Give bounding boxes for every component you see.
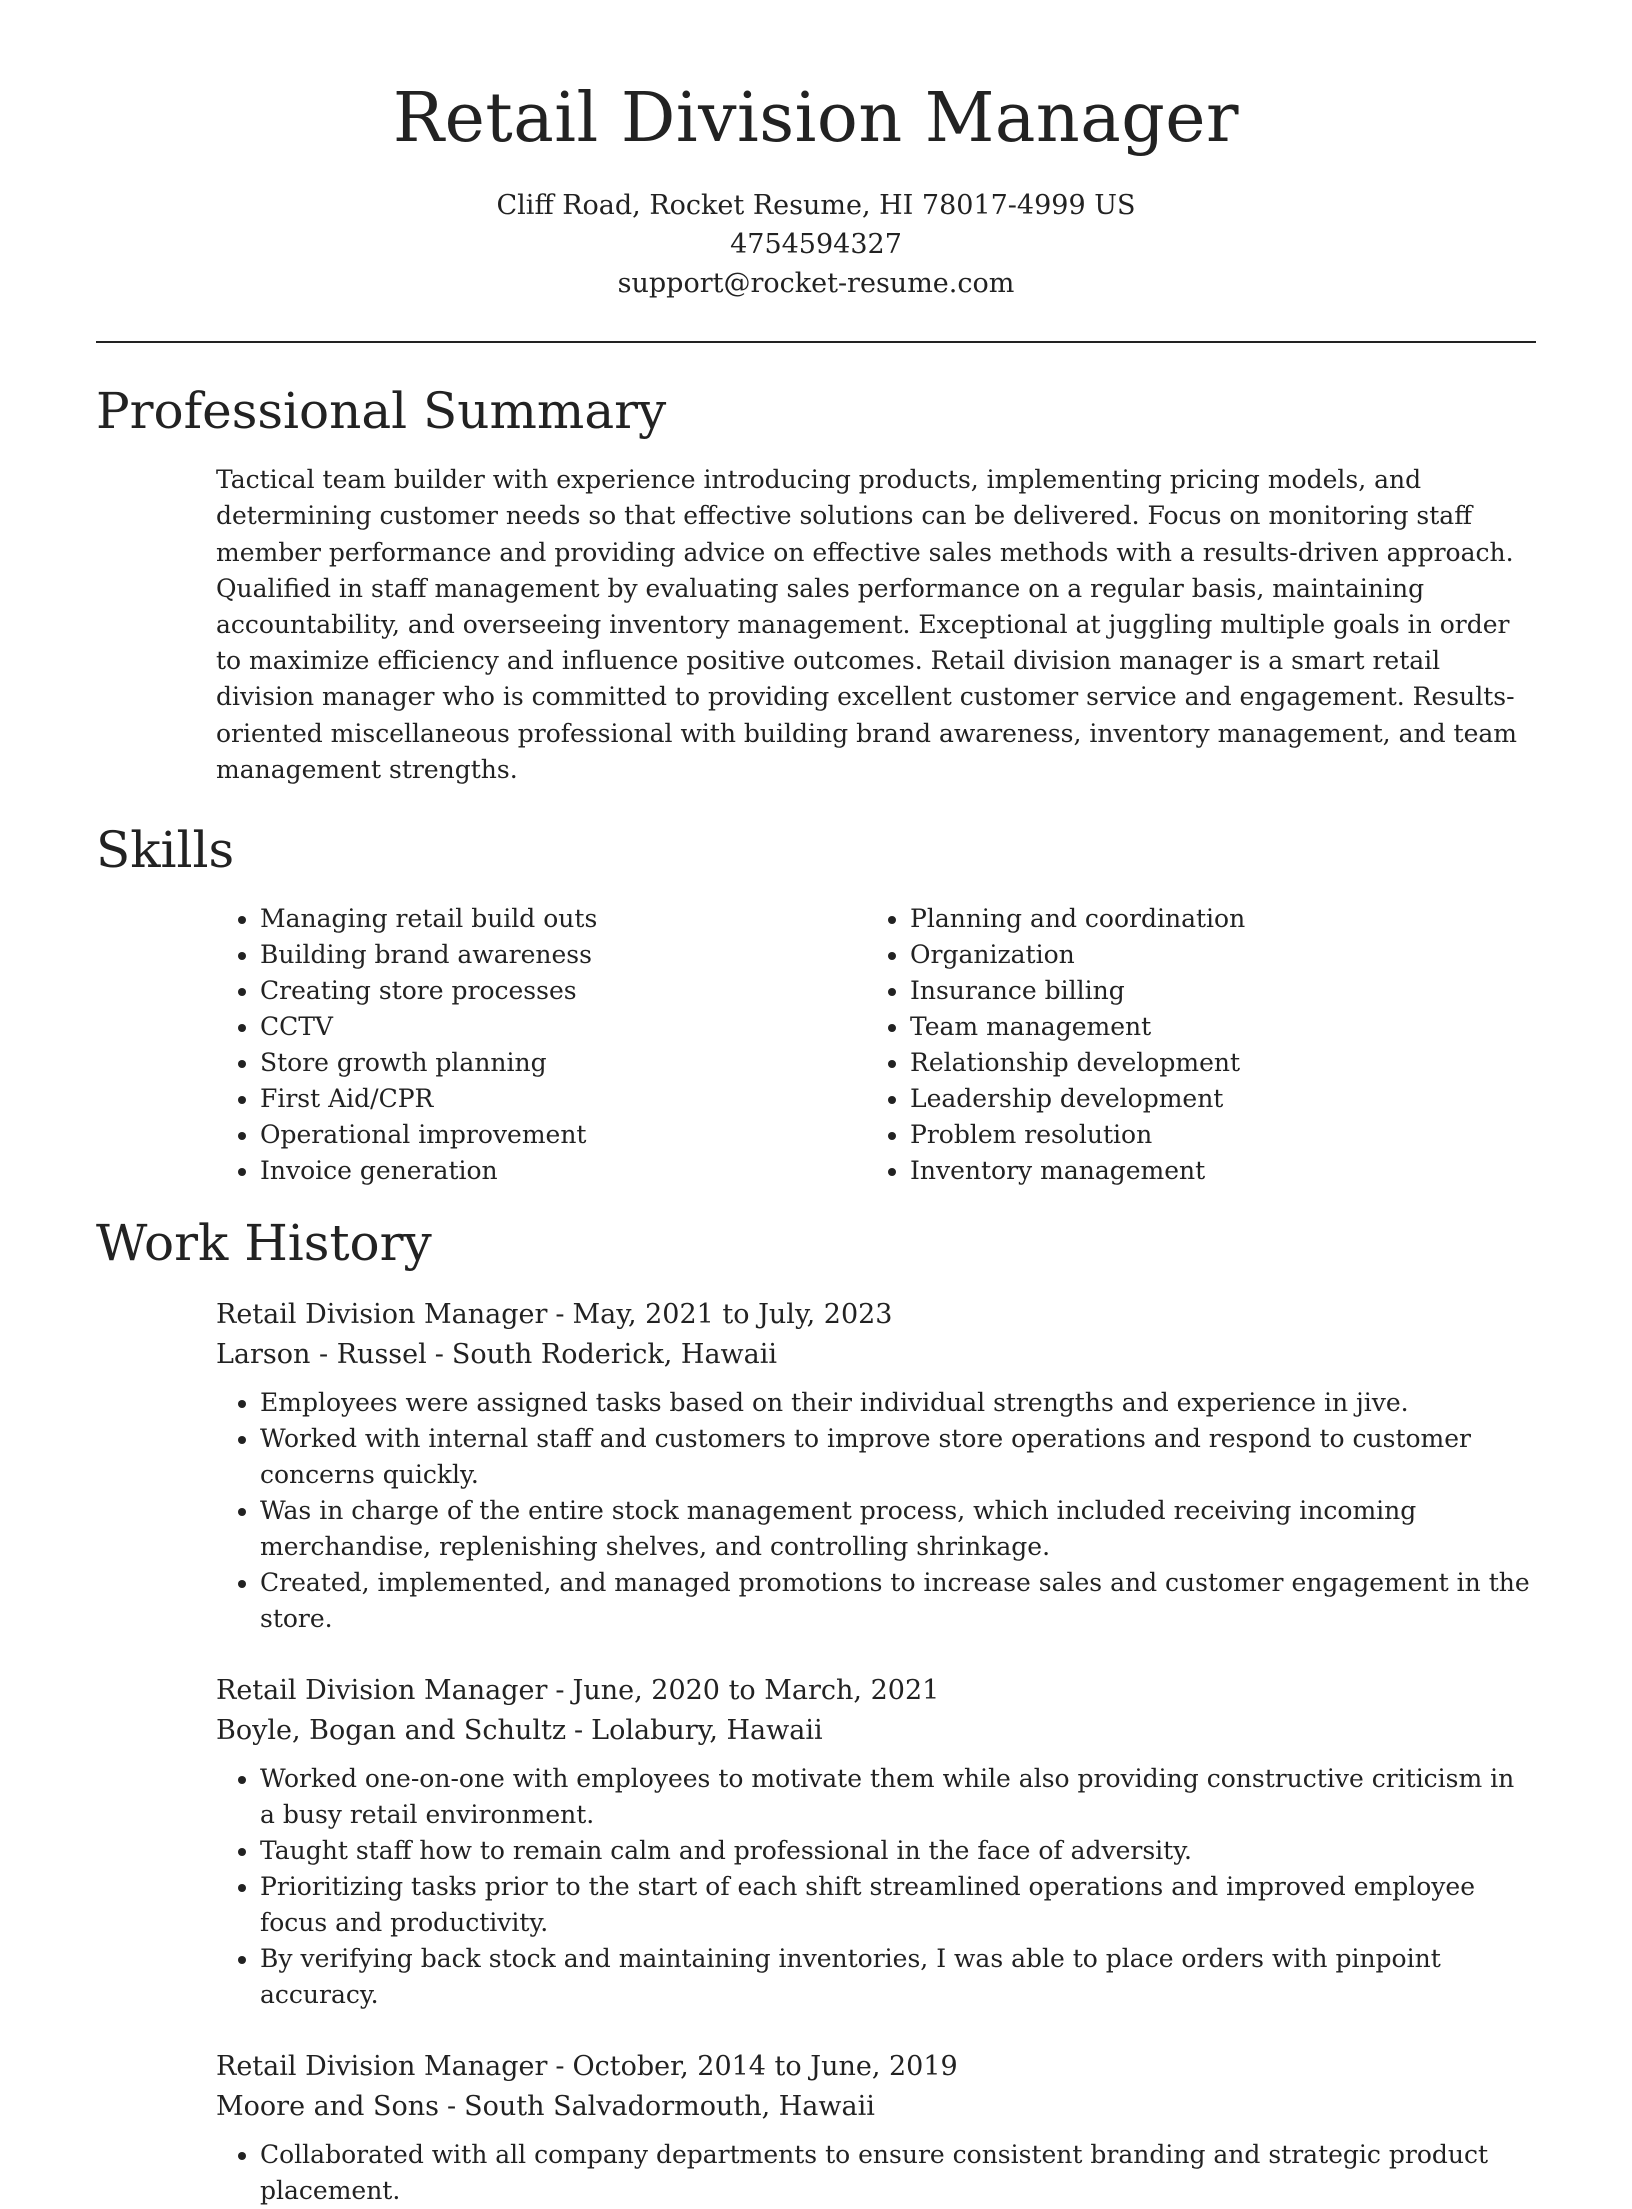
skill-item: • Leadership development [910, 1081, 1536, 1117]
skill-item: • Organization [910, 937, 1536, 973]
job-bullets [216, 2137, 1536, 2209]
job-bullet: • Taught staff how to remain calm and professional in the face of adversity. [260, 1833, 1536, 1869]
skill-item: • Inventory management [910, 1153, 1536, 1189]
job-dates: May, 2021 to July, 2023 [572, 1298, 893, 1330]
work-history-body [96, 1295, 1536, 2209]
job-bullet: • Was in charge of the entire stock management process, which included receiving incoming merchandise, replenishing shelves, and controlling shrinkage. [260, 1493, 1536, 1565]
skills-grid [96, 901, 1536, 1189]
contact-address: Cliff Road, Rocket Resume, HI 78017-4999 US [496, 189, 1136, 221]
summary-heading: Professional Summary [96, 381, 667, 440]
resume-title: Retail Division Manager [392, 79, 1240, 158]
skill-item: • Building brand awareness [260, 937, 866, 973]
job-company-line [216, 2087, 1536, 2127]
skill-item: • Planning and coordination [910, 901, 1536, 937]
job-bullet: • Prioritizing tasks prior to the start of each shift streamlined operations and improved employee focus and productivity. [260, 1869, 1536, 1941]
job-bullet: • Collaborated with all company departments to ensure consistent branding and strategic product placement. [260, 2137, 1536, 2209]
contact-phone: 4754594327 [730, 228, 902, 260]
job-title: Retail Division Manager [216, 1298, 548, 1330]
job-company: Moore and Sons [216, 2090, 439, 2122]
skill-item: • Managing retail build outs [260, 901, 866, 937]
job-dates: October, 2014 to June, 2019 [572, 2050, 958, 2082]
summary-text: Tactical team builder with experience introducing products, implementing pricing models, and determining customer needs so that effective solutions can be delivered. Focus on monitoring staff member performance and providing advice on effective sales methods with a results-driven approach. Qualified in staff management by evaluating sales performance on a regular basis, maintaining accountability, and overseeing inventory management. Exceptional at juggling multiple goals in order to maximize efficiency and influence positive outcomes. Retail division manager is a smart retail division manager who is committed to providing excellent customer service and engagement. Results-oriented miscellaneous professional with building brand awareness, inventory management, and team management strengths. [216, 465, 1517, 784]
separator: - [446, 2090, 457, 2122]
job-bullets [216, 1385, 1536, 1637]
skill-item: • Invoice generation [260, 1153, 866, 1189]
job-bullet: • By verifying back stock and maintaining inventories, I was able to place orders with pinpoint accuracy. [260, 1941, 1536, 2013]
skills-heading: Skills [96, 820, 235, 879]
skill-item: • Insurance billing [910, 973, 1536, 1009]
work-history-section [96, 1215, 1536, 2209]
job-location: South Salvadormouth, Hawaii [464, 2090, 875, 2122]
job-title-line [216, 2047, 1536, 2087]
skill-item: • Relationship development [910, 1045, 1536, 1081]
skill-item: • Team management [910, 1009, 1536, 1045]
job-company: Boyle, Bogan and Schultz [216, 1714, 567, 1746]
separator: - [555, 1298, 565, 1330]
job-entry [216, 2047, 1536, 2209]
skill-item: • Store growth planning [260, 1045, 866, 1081]
job-entry [216, 1295, 1536, 1637]
job-title: Retail Division Manager [216, 1674, 548, 1706]
separator: - [574, 1714, 584, 1746]
header-divider [96, 341, 1536, 343]
job-bullet: • Created, implemented, and managed promotions to increase sales and customer engagement in the store. [260, 1565, 1536, 1637]
job-bullet: • Worked with internal staff and customers to improve store operations and respond to customer concerns quickly. [260, 1421, 1536, 1493]
skill-item: • CCTV [260, 1009, 866, 1045]
contact-email: support@rocket-resume.com [617, 267, 1015, 299]
skill-item: • Operational improvement [260, 1117, 866, 1153]
job-location: Lolabury, Hawaii [591, 1714, 823, 1746]
separator: - [555, 1674, 565, 1706]
skills-list-right [866, 901, 1536, 1189]
summary-section [96, 383, 1536, 788]
job-title: Retail Division Manager [216, 2050, 548, 2082]
job-bullet: • Employees were assigned tasks based on their individual strengths and experience in jive. [260, 1385, 1536, 1421]
job-dates: June, 2020 to March, 2021 [572, 1674, 940, 1706]
skill-item: • Problem resolution [910, 1117, 1536, 1153]
job-company: Larson - Russel [216, 1338, 427, 1370]
skill-item: • First Aid/CPR [260, 1081, 866, 1117]
skill-item: • Creating store processes [260, 973, 866, 1009]
job-bullet: • Worked one-on-one with employees to motivate them while also providing constructive criticism in a busy retail environment. [260, 1761, 1536, 1833]
job-title-line [216, 1671, 1536, 1711]
summary-body [96, 462, 1536, 788]
skills-section [96, 822, 1536, 1190]
job-company-line [216, 1335, 1536, 1375]
separator: - [555, 2050, 565, 2082]
resume-header [96, 78, 1536, 303]
separator: - [434, 1338, 444, 1370]
skills-list-left [216, 901, 866, 1189]
work-history-heading: Work History [96, 1214, 432, 1273]
job-bullets [216, 1761, 1536, 2013]
job-company-line [216, 1711, 1536, 1751]
job-title-line [216, 1295, 1536, 1335]
job-location: South Roderick, Hawaii [451, 1338, 778, 1370]
job-entry [216, 1671, 1536, 2013]
